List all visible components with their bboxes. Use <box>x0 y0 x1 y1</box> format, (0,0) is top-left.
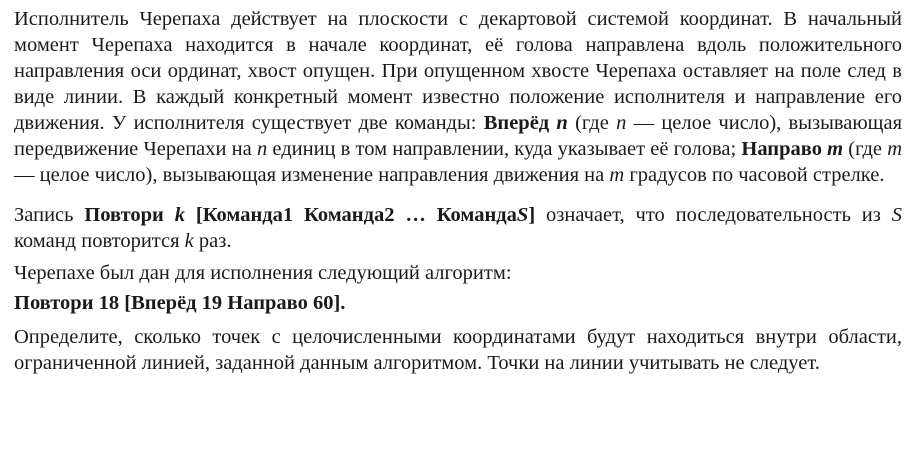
repeat-syntax: ] <box>528 204 536 226</box>
var-m: m <box>887 138 903 160</box>
repeat-syntax: [Команда1 Команда2 … Команда <box>185 204 517 226</box>
command-forward: Вперёд <box>483 112 550 134</box>
algorithm-intro <box>14 260 902 286</box>
intro-text: градусов по часовой стрелке. <box>624 164 885 186</box>
intro-text: (где <box>567 112 617 134</box>
intro-text: — целое число), вызывающая передвижение Черепахи на <box>14 112 902 160</box>
question-text: Определите, сколько точек с целочисленными координатами будут находиться внутри области, ограниченной линией, заданной данным алгоритмом. Точки на линии учитывать не следует. <box>14 326 902 374</box>
var-n: n <box>616 112 627 134</box>
var-m: m <box>827 138 844 160</box>
command-repeat: Повтори <box>84 204 164 226</box>
var-k: k <box>184 230 194 252</box>
repeat-text: Запись <box>14 204 85 226</box>
var-k: k <box>174 204 185 226</box>
var-n: n <box>256 138 268 160</box>
var-s: S <box>516 204 529 226</box>
algorithm-intro-text: Черепахе был дан для исполнения следующий алгоритм: <box>14 262 512 284</box>
intro-text: Исполнитель Черепаха действует на плоскости с декартовой системой координат. В начальный момент Черепаха находится в начале координат, её голова направлена вдоль положительного направления оси ординат, хвост опущен. При опущенном хвосте Черепаха оставляет на поле след в виде линии. В каждый конкретный момент известно положение исполнителя и направление его движения. У исполнителя существует две команды: <box>14 8 902 134</box>
intro-text: — целое число), вызывающая изменение направления движения на <box>14 164 610 186</box>
var-s: S <box>891 204 902 226</box>
intro-paragraph <box>14 6 902 188</box>
repeat-definition-paragraph <box>14 202 902 254</box>
intro-text: единиц в том направлении, куда указывает её голова; <box>267 138 742 160</box>
algorithm-code: Повтори 18 [Вперёд 19 Направо 60]. <box>14 292 346 314</box>
var-m: m <box>609 164 625 186</box>
repeat-text: команд повторится <box>14 230 185 252</box>
repeat-text: раз. <box>193 230 232 252</box>
command-right: Направо <box>741 138 822 160</box>
intro-text: (где <box>843 138 888 160</box>
var-n: n <box>556 112 568 134</box>
algorithm-line <box>14 290 902 316</box>
repeat-text: означает, что последовательность из <box>535 204 892 226</box>
question-paragraph <box>14 324 902 376</box>
problem-text <box>14 6 902 376</box>
